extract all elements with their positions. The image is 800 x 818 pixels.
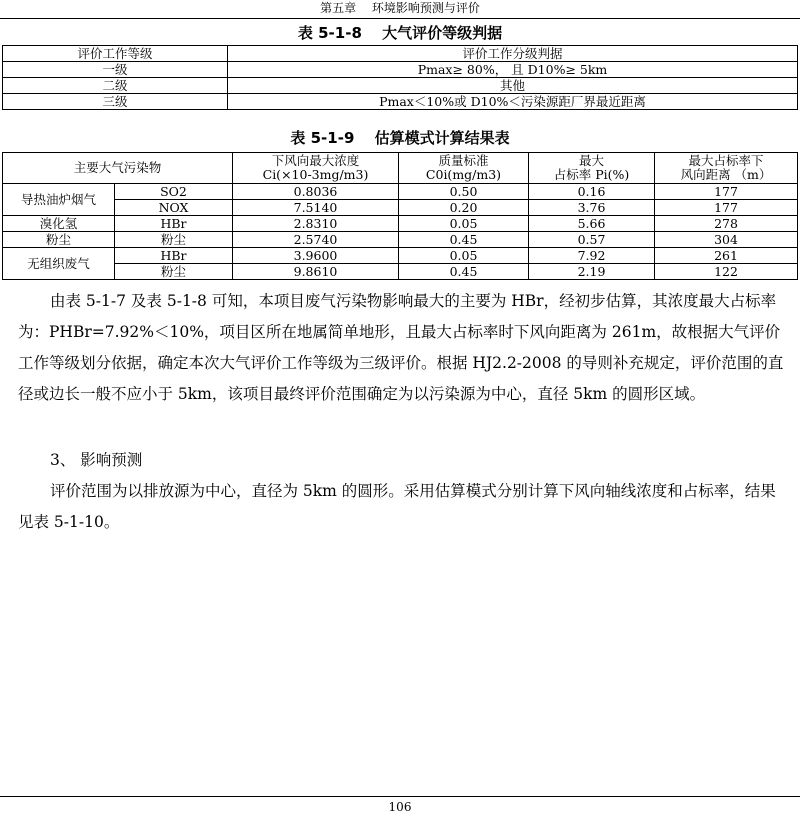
table-header-cell [233,153,399,184]
table-cell: NOX [115,200,233,216]
table-cell: 2.5740 [233,232,399,248]
table-cell: 0.57 [529,232,655,248]
table-cell: 304 [655,232,798,248]
estimation-result-table [2,152,798,280]
table-cell: 7.5140 [233,200,399,216]
table-cell: 9.8610 [233,264,399,280]
table-cell: SO2 [115,184,233,200]
section-heading: 3、 影响预测 [50,451,143,469]
table-cell: HBr [115,216,233,232]
table-cell: 三级 [3,94,228,110]
source-group-cell: 导热油炉烟气 [3,184,115,216]
table-cell: 2.8310 [233,216,399,232]
header-line: 最大 [578,153,604,168]
header-line: 风向距离 （m） [680,167,772,182]
source-group-cell: 粉尘 [3,232,115,248]
table-cell: 261 [655,248,798,264]
table-header-cell: 评价工作等级 [3,46,228,62]
table-cell: 0.05 [399,216,529,232]
table1-caption: 表 5-1-8 大气评价等级判据 [297,24,503,42]
table-header-cell: 主要大气污染物 [3,153,233,184]
page-number: 106 [388,800,412,814]
source-group-cell: 溴化氢 [3,216,115,232]
table-header-row [3,46,798,62]
table-row [3,62,798,78]
prediction-paragraph: 评价范围为以排放源为中心，直径为 5km 的圆形。采用估算模式分别计算下风向轴线浓度和占标率，结果见表 5-1-10。 [18,482,776,531]
table-row [3,248,798,264]
table-row [3,184,798,200]
table-header-cell [529,153,655,184]
table-cell: 2.19 [529,264,655,280]
table-cell: 粉尘 [115,264,233,280]
table-cell: 0.05 [399,248,529,264]
table-row [3,78,798,94]
chapter-label: 第五章 [320,1,357,15]
table-cell: 177 [655,200,798,216]
table-header-cell: 评价工作分级判据 [228,46,798,62]
table-row [3,216,798,232]
header-line: C0i(mg/m3) [425,167,502,182]
header-line: 占标率 Pi(%) [553,167,630,182]
table-cell: 5.66 [529,216,655,232]
table-row [3,94,798,110]
table-row [3,264,798,280]
table-cell: 122 [655,264,798,280]
header-line: Ci(×10-3mg/m3) [262,167,369,182]
table-row [3,200,798,216]
table-cell: 0.16 [529,184,655,200]
table-cell: 0.8036 [233,184,399,200]
table-header-cell [399,153,529,184]
header-line: 下风向最大浓度 [271,153,360,168]
table-cell: 二级 [3,78,228,94]
table-cell: Pmax≥ 80%， 且 D10%≥ 5km [228,62,798,78]
table-cell: 粉尘 [115,232,233,248]
table-cell: 7.92 [529,248,655,264]
page-header [0,0,800,19]
assessment-grade-table [2,45,798,110]
table-header-row [3,153,798,184]
header-line: 最大占标率下 [688,153,764,168]
table2-caption: 表 5-1-9 估算模式计算结果表 [290,129,510,147]
table-cell: 278 [655,216,798,232]
table-cell: 一级 [3,62,228,78]
table-header-cell [655,153,798,184]
table-cell: 3.76 [529,200,655,216]
table-cell: 0.45 [399,232,529,248]
footer-divider [0,796,800,797]
table-cell: 0.20 [399,200,529,216]
table-cell: 0.45 [399,264,529,280]
header-line: 质量标准 [438,153,489,168]
table-row [3,232,798,248]
table-cell: Pmax＜10%或 D10%＜污染源距厂界最近距离 [228,94,798,110]
table-cell: 其他 [228,78,798,94]
table-cell: HBr [115,248,233,264]
analysis-paragraph: 由表 5-1-7 及表 5-1-8 可知，本项目废气污染物影响最大的主要为 HBr，经初步估算，其浓度最大占标率为：PHBr=7.92%＜10%，项目区所在地属简单地形，且最大占标率时下风向距离为 261m，故根据大气评价工作等级划分依据，确定本次大气评价工作等级为三级评价。根据 HJ2.2-2008 的导则补充规定，评价范围的直径或边长一般不应小于 5km，该项目最终评价范围确定为以污染源为中心，直径 5km 的圆形区域。 [18,292,784,403]
table-cell: 177 [655,184,798,200]
source-group-cell: 无组织废气 [3,248,115,280]
table-cell: 3.9600 [233,248,399,264]
chapter-title: 环境影响预测与评价 [371,1,480,15]
table-cell: 0.50 [399,184,529,200]
